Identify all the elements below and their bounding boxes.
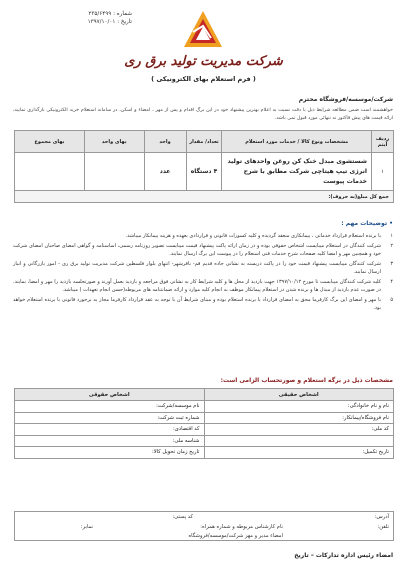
spec-field[interactable]: نام فروشگاه/پیمانکار: bbox=[204, 412, 394, 424]
cell-unit: عدد bbox=[144, 153, 186, 191]
table-row bbox=[15, 412, 394, 424]
reference-block bbox=[12, 10, 132, 26]
company-name: شرکت مدیریت تولید برق ری bbox=[124, 54, 283, 69]
note-text: با مهر و امضای این برگ کارفرما محق به امضای قرارداد با برنده استعلام بوده و مبنای شرایط آن با توجه به عقد قرارداد کارفرما مجاز به برخورد قانونی با برنده استعلام خواهد بود. bbox=[13, 296, 381, 311]
fax-field[interactable]: نمابر: bbox=[80, 524, 93, 530]
form-title: ( فرم استعلام بهای الکترونیکی ) bbox=[151, 75, 256, 83]
note-text: کلیه شرکت کنندگان میبایست تا مورخ ۱۳۹۷/۱۰/۱۲ جهت بازدید از محل ها و کلیه شرایط کار به نشانی فوق مراجعه و بازدید بعمل آورند و صورتجلسه بازدید را مهر و امضا، نمایند. در صورت عدم بازدید از مبدل ها و برنده شدن در استعلام پیمانکار موظف به انجام کلیه موارد و ارائه ضمانتنامه های مربوطه(حسن انجام تعهدات ) میباشد. bbox=[13, 278, 382, 293]
table-row bbox=[15, 153, 394, 191]
col-legal-persons: اشخاص حقوقی bbox=[15, 389, 205, 401]
items-header-row bbox=[15, 131, 394, 153]
postal-code-field[interactable]: کد پستی: bbox=[172, 514, 193, 520]
recipient-line: شرکت/موسسه/فروشگاه محترم bbox=[298, 96, 393, 103]
procurement-signature: امضاء رئیس اداره تدارکات – تاریخ bbox=[294, 552, 393, 559]
table-row bbox=[15, 435, 394, 447]
spec-field[interactable]: تاریخ تکمیل: bbox=[204, 447, 394, 459]
col-description: مشخصات ونوع کالا / خدمات مورد استعلام bbox=[222, 131, 372, 153]
notes-title: • توضیحات مهم : bbox=[341, 220, 393, 227]
col-unit-price: بهای واحد bbox=[84, 131, 144, 153]
sum-row bbox=[15, 191, 394, 203]
note-text: شرکت کنندگان در استعلام میبایست اشخاص حقوقی بوده و در زمان ارائه پاکت پیشنهاد قیمت میبایست تصویر روزنامه رسمی، اساسنامه و گواهی امضای صاحبان امضای شرکت خود و همچنین مهر و امضا کلیه صفحات شرح خدمات فنی استعلام را در پیوست این برگ ارسال نمایند. bbox=[13, 242, 381, 257]
col-real-persons: اشخاص حقیقی bbox=[204, 389, 394, 401]
col-unit: واحد bbox=[144, 131, 186, 153]
cell-total-price-input[interactable] bbox=[15, 153, 85, 191]
list-item bbox=[13, 278, 393, 295]
col-quantity: تعداد/ مقدار bbox=[186, 131, 222, 153]
spec-field[interactable]: تاریخ زمان تحویل کالا: bbox=[15, 447, 205, 459]
spec-field[interactable]: نام موسسه/شرکت: bbox=[15, 401, 205, 413]
spec-table bbox=[14, 388, 394, 459]
spec-title: مشخصات ذیل در برگه استعلام و صورتحساب الزامی است: bbox=[220, 377, 393, 384]
sum-label: جمع کل مبلغ(به حروف): bbox=[15, 191, 394, 203]
cell-unit-price-input[interactable] bbox=[84, 153, 144, 191]
reference-number: شماره : ۲۳۵/۶۴۹۹ bbox=[88, 11, 132, 17]
cell-row: ۱ bbox=[372, 153, 394, 191]
note-number: ۵ bbox=[390, 296, 393, 303]
spec-field[interactable] bbox=[204, 435, 394, 447]
intro-paragraph: خواهشمند است ضمن مطالعه شرایط ذیل با دقت نسبت به اعلام بهترین پیشنهاد خود در این برگ اقدام و پس از مهر ، امضاء و اسکن، در سامانه استعلام خرید الکترونیکی بارگذاری نمایید، ارائه قیمت های پیش فاکتور نه تنهائی مورد قبول نمی باشد. bbox=[13, 108, 393, 121]
spec-field[interactable]: شماره ثبت شرکت: bbox=[15, 412, 205, 424]
phone-field[interactable]: تلفن: bbox=[377, 524, 389, 530]
list-item bbox=[13, 296, 393, 313]
cell-quantity: ۴ دستگاه bbox=[186, 153, 222, 191]
spec-field[interactable]: کد ملی: bbox=[204, 424, 394, 436]
note-number: ۲ bbox=[390, 242, 393, 249]
list-item bbox=[13, 242, 393, 259]
contact-box bbox=[14, 511, 394, 541]
note-number: ۴ bbox=[390, 278, 393, 285]
stamp-signature-field[interactable]: امضاء مدیر و مهر شرکت/موسسه/فروشگاه bbox=[188, 533, 283, 539]
spec-field[interactable]: کد اقتصادی: bbox=[15, 424, 205, 436]
reference-date: تاریخ : ۱۳۹۷/۱۰/۰۱ bbox=[87, 19, 132, 25]
col-row: ردیف آیتم bbox=[372, 131, 394, 153]
list-item bbox=[13, 260, 393, 277]
cell-description: شستشوی مبدل خنک کن روغن واحدهای تولید انرژی تیپ هیتاچی شرکت مطابق با شرح خدمات پیوست bbox=[222, 153, 372, 191]
table-row bbox=[15, 401, 394, 413]
address-field[interactable]: آدرس: bbox=[374, 514, 389, 520]
col-total-price: بهای مجموع bbox=[15, 131, 85, 153]
notes-list bbox=[13, 232, 393, 314]
spec-field[interactable]: شناسه ملی: bbox=[15, 435, 205, 447]
table-row bbox=[15, 447, 394, 459]
expert-name-field[interactable]: نام کارشناس مربوطه و شماره همراه: bbox=[200, 524, 283, 530]
spec-header-row bbox=[15, 389, 394, 401]
note-text: شرکت کنندگان میبایست پیشنهاد قیمت خود را در پاکت دربسته به نشانی جاده قدیم قم- باقرشهر- انتهای بلوار فلسطین شرکت مدیریت تولید برق ری - امور بازرگانی و انبار ارسال نمایند. bbox=[13, 260, 381, 275]
items-table bbox=[14, 130, 394, 203]
company-logo-icon bbox=[181, 8, 225, 52]
spec-field[interactable]: نام و نام خانوادگی: bbox=[204, 401, 394, 413]
list-item bbox=[13, 232, 393, 241]
note-number: ۳ bbox=[390, 260, 393, 267]
table-row bbox=[15, 424, 394, 436]
note-number: ۱ bbox=[390, 233, 393, 239]
note-text: با برنده استعلام قرارداد خدماتی ، پیمانکاری منعقد گردیده و کلیه کسورات قانونی و قراردادی بعهده و هزینه پیمانکار میباشد. bbox=[125, 233, 381, 239]
